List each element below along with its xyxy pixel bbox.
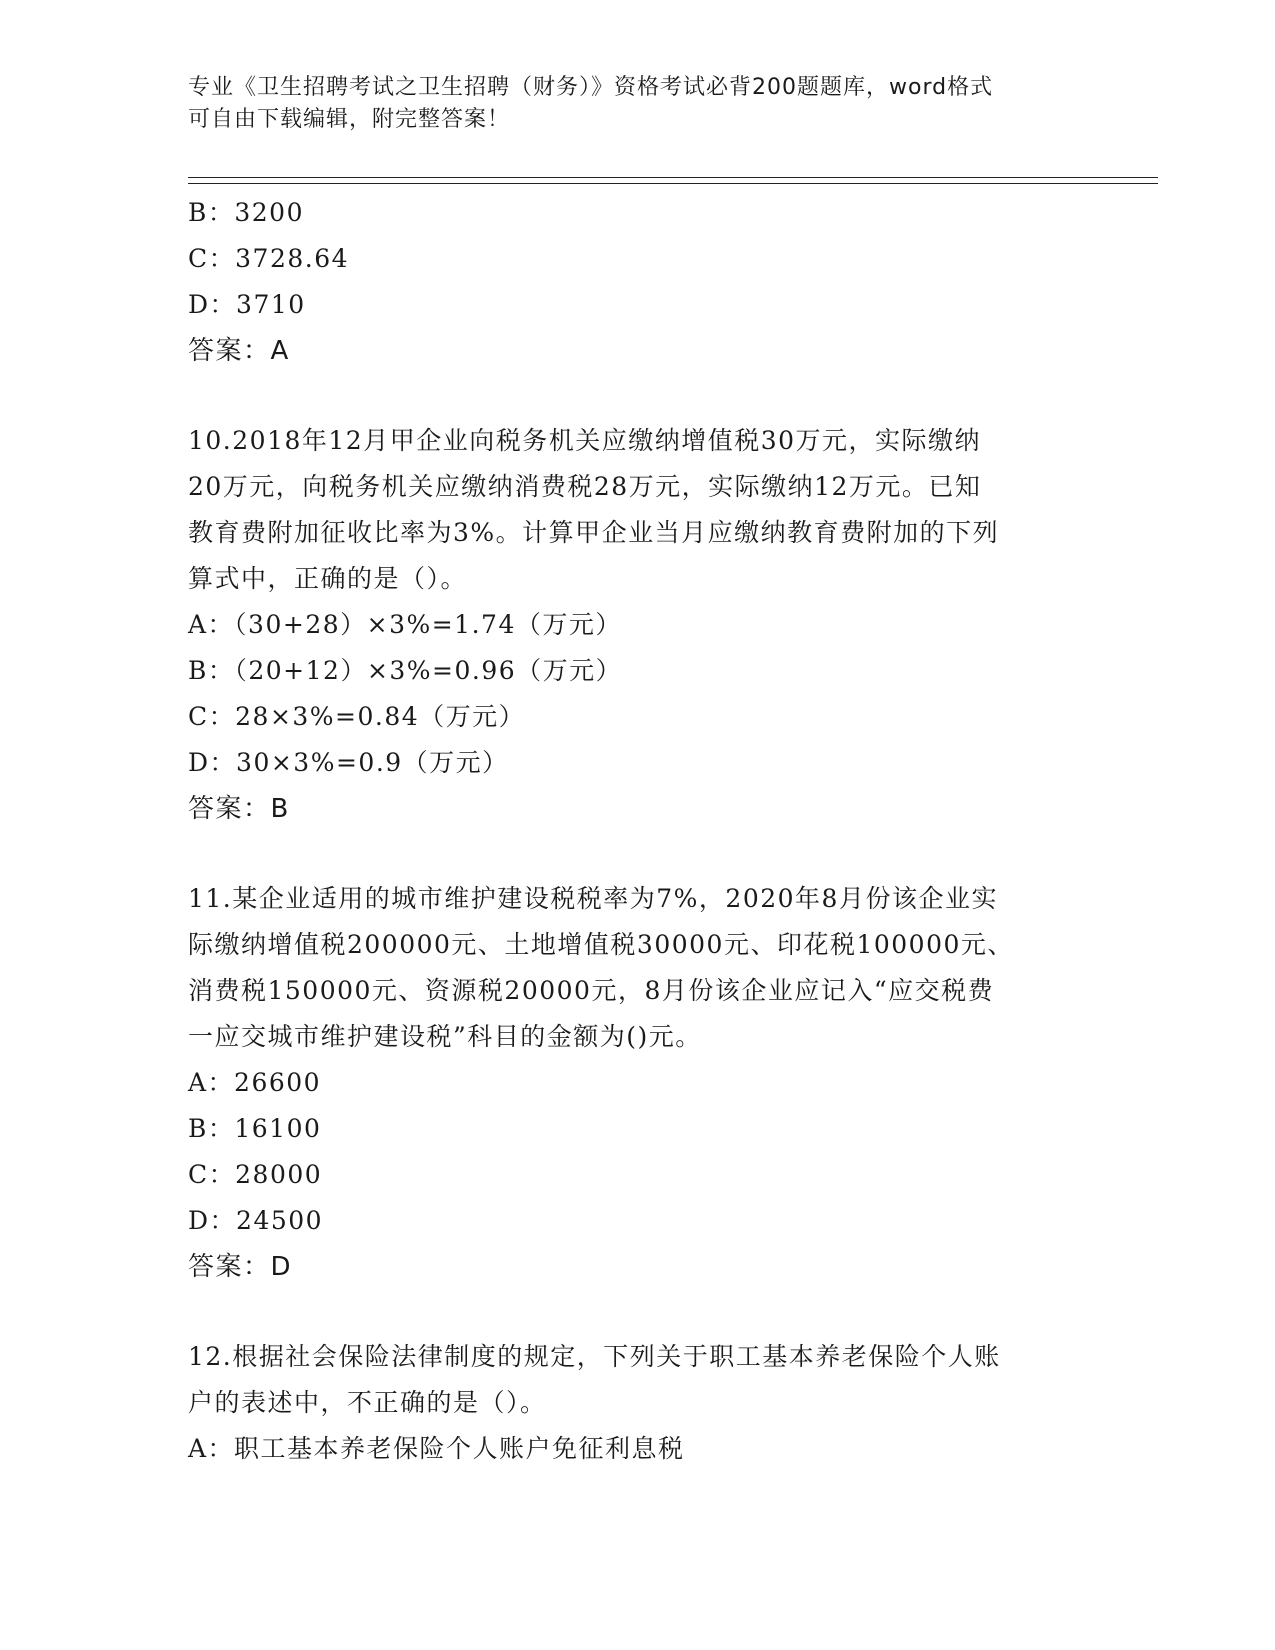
question-stem-line: 10.2018年12月甲企业向税务机关应缴纳增值税30万元，实际缴纳 (188, 426, 982, 455)
header-divider (188, 183, 1158, 184)
option-d: D：24500 (188, 1206, 324, 1235)
option-d: D：30×3%=0.9（万元） (188, 748, 509, 777)
option-b: B：（20+12）×3%=0.96（万元） (188, 656, 623, 685)
answer-line: 答案：B (188, 794, 290, 824)
question-stem-line: 20万元，向税务机关应缴纳消费税28万元，实际缴纳12万元。已知 (188, 472, 982, 501)
document-header (188, 72, 1068, 136)
question-10 (188, 418, 1088, 832)
option-c: C：3728.64 (188, 244, 350, 273)
answer-line: 答案：A (188, 336, 290, 366)
question-stem-line: 户的表述中，不正确的是（）。 (188, 1388, 547, 1417)
question-12 (188, 1334, 1088, 1472)
option-a: A：职工基本养老保险个人账户免征利息税 (188, 1434, 685, 1463)
option-a: A：（30+28）×3%=1.74（万元） (188, 610, 622, 639)
question-stem-line: 一应交城市维护建设税”科目的金额为()元。 (188, 1022, 702, 1051)
prev-question-block (188, 190, 1088, 374)
question-stem-line: 消费税150000元、资源税20000元，8月份该企业应记入“应交税费 (188, 976, 995, 1005)
question-stem-line: 教育费附加征收比率为3%。计算甲企业当月应缴纳教育费附加的下列 (188, 518, 1000, 547)
question-stem-line: 11.某企业适用的城市维护建设税税率为7%，2020年8月份该企业实 (188, 884, 998, 913)
question-11 (188, 876, 1088, 1290)
option-c: C：28×3%=0.84（万元） (188, 702, 526, 731)
question-stem-line: 12.根据社会保险法律制度的规定，下列关于职工基本养老保险个人账 (188, 1342, 1001, 1371)
option-b: B：16100 (188, 1114, 322, 1143)
question-list (188, 190, 1088, 1472)
option-d: D：3710 (188, 290, 306, 319)
header-line-2: 可自由下载编辑，附完整答案！ (188, 107, 511, 132)
option-c: C：28000 (188, 1160, 323, 1189)
option-a: A：26600 (188, 1068, 322, 1097)
header-line-1: 专业《卫生招聘考试之卫生招聘（财务）》资格考试必背200题题库，word格式 (188, 75, 994, 100)
answer-line: 答案：D (188, 1252, 293, 1282)
question-stem-line: 算式中，正确的是（）。 (188, 564, 468, 593)
header-divider (188, 177, 1158, 178)
option-b: B：3200 (188, 198, 304, 227)
question-stem-line: 际缴纳增值税200000元、土地增值税30000元、印花税100000元、 (188, 930, 1014, 959)
